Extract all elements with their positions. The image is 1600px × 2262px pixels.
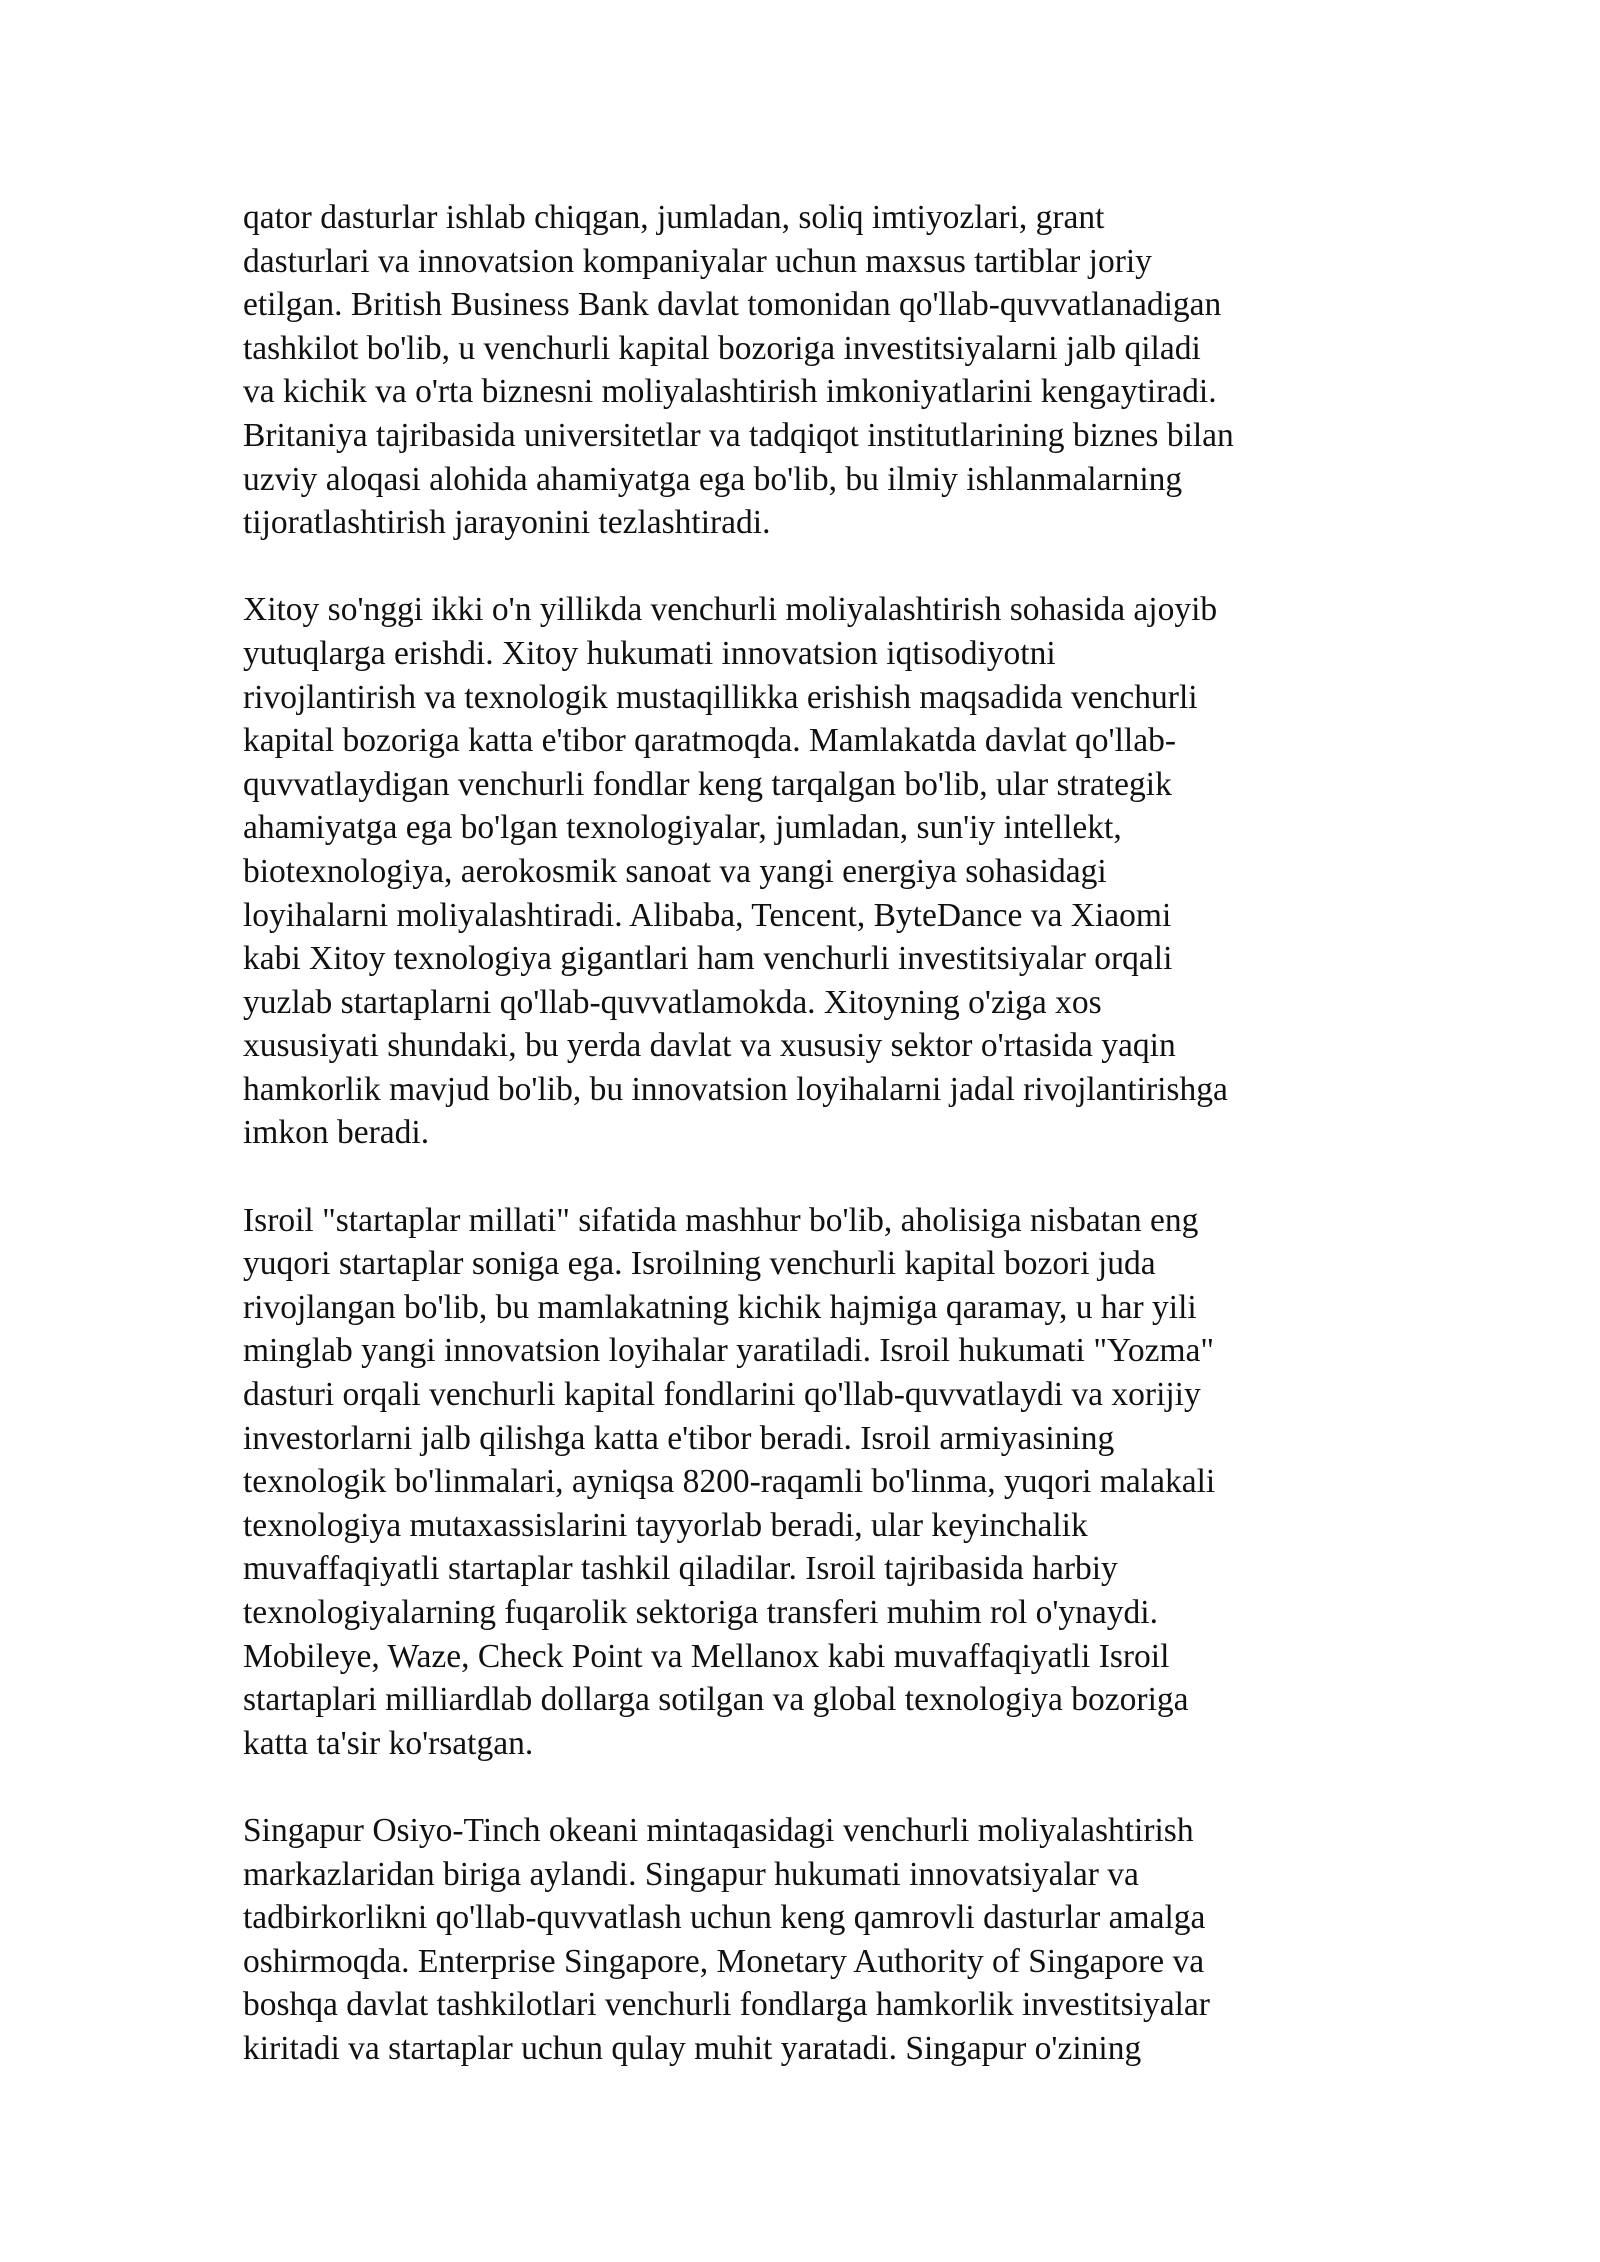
text-line: katta ta'sir ko'rsatgan. [243,1724,534,1762]
text-line: hamkorlik mavjud bo'lib, bu innovatsion loyihalarni jadal rivojlantirishga [243,1070,1228,1108]
paragraph-israel [243,1199,1383,1766]
text-line: qator dasturlar ishlab chiqgan, jumladan, soliq imtiyozlari, grant [243,199,1105,236]
text-line: uzviy aloqasi alohida ahamiyatga ega bo'lib, bu ilmiy ishlanmalarning [243,460,1183,498]
text-line: tijoratlashtirish jarayonini tezlashtiradi. [243,504,771,542]
text-line: etilgan. British Business Bank davlat tomonidan qo'llab-quvvatlanadigan [243,286,1222,324]
text-line: kiritadi va startaplar uchun qulay muhit yaratadi. Singapur o'zining [243,2029,1142,2067]
text-line: yutuqlarga erishdi. Xitoy hukumati innovatsion iqtisodiyotni [243,634,1056,672]
text-line: texnologik bo'linmalari, ayniqsa 8200-raqamli bo'linma, yuqori malakali [243,1463,1216,1501]
text-line: rivojlantirish va texnologik mustaqillikka erishish maqsadida venchurli [243,678,1198,716]
text-line: boshqa davlat tashkilotlari venchurli fondlarga hamkorlik investitsiyalar [243,1986,1210,2024]
text-line: muvaffaqiyatli startaplar tashkil qiladilar. Isroil tajribasida harbiy [243,1550,1118,1588]
text-line: markazlaridan biriga aylandi. Singapur hukumati innovatsiyalar va [243,1855,1139,1893]
text-line: dasturi orqali venchurli kapital fondlarini qo'llab-quvvatlaydi va xorijiy [243,1376,1201,1414]
text-line: oshirmoqda. Enterprise Singapore, Monetary Authority of Singapore va [243,1942,1205,1980]
text-line: loyihalarni moliyalashtiradi. Alibaba, Tencent, ByteDance va Xiaomi [243,896,1172,934]
text-line: texnologiya mutaxassislarini tayyorlab beradi, ular keyinchalik [243,1506,1088,1544]
text-line: Mobileye, Waze, Check Point va Mellanox kabi muvaffaqiyatli Isroil [243,1637,1170,1675]
text-line: quvvatlaydigan venchurli fondlar keng tarqalgan bo'lib, ular strategik [243,765,1172,803]
text-line: va kichik va o'rta biznesni moliyalashtirish imkoniyatlarini kengaytiradi. [243,373,1217,411]
text-line: dasturlari va innovatsion kompaniyalar uchun maxsus tartiblar joriy [243,242,1152,280]
text-line: biotexnologiya, aerokosmik sanoat va yangi energiya sohasidagi [243,852,1107,890]
document-page [243,196,1383,2114]
paragraph-singapore [243,1809,1383,2071]
text-line: investorlarni jalb qilishga katta e'tibor beradi. Isroil armiyasining [243,1419,1115,1457]
text-line: yuzlab startaplarni qo'llab-quvvatlamokda. Xitoyning o'ziga xos [243,983,1102,1021]
text-line: Singapur Osiyo-Tinch okeani mintaqasidagi venchurli moliyalashtirish [243,1811,1194,1849]
text-line: startaplari milliardlab dollarga sotilgan va global texnologiya bozoriga [243,1681,1189,1719]
text-line: tashkilot bo'lib, u venchurli kapital bozoriga investitsiyalarni jalb qiladi [243,329,1201,367]
text-line: rivojlangan bo'lib, bu mamlakatning kichik hajmiga qaramay, u har yili [243,1288,1197,1326]
text-line: minglab yangi innovatsion loyihalar yaratiladi. Isroil hukumati "Yozma" [243,1332,1215,1370]
text-line: tadbirkorlikni qo'llab-quvvatlash uchun keng qamrovli dasturlar amalga [243,1899,1206,1937]
text-line: xususiyati shundaki, bu yerda davlat va xususiy sektor o'rtasida yaqin [243,1027,1176,1065]
paragraph-china [243,588,1383,1155]
text-line: yuqori startaplar soniga ega. Isroilning venchurli kapital bozori juda [243,1245,1156,1283]
paragraph-uk [243,196,1383,545]
text-line: texnologiyalarning fuqarolik sektoriga transferi muhim rol o'ynaydi. [243,1594,1158,1631]
text-line: Isroil "startaplar millati" sifatida mashhur bo'lib, aholisiga nisbatan eng [243,1201,1199,1239]
text-line: imkon beradi. [243,1114,430,1152]
text-line: kapital bozoriga katta e'tibor qaratmoqda. Mamlakatda davlat qo'llab- [243,722,1176,760]
text-line: ahamiyatga ega bo'lgan texnologiyalar, jumladan, sun'iy intellekt, [243,809,1122,847]
text-line: Britaniya tajribasida universitetlar va tadqiqot institutlarining biznes bilan [243,416,1234,454]
text-line: Xitoy so'nggi ikki o'n yillikda venchurli moliyalashtirish sohasida ajoyib [243,591,1218,629]
text-line: kabi Xitoy texnologiya gigantlari ham venchurli investitsiyalar orqali [243,940,1173,978]
